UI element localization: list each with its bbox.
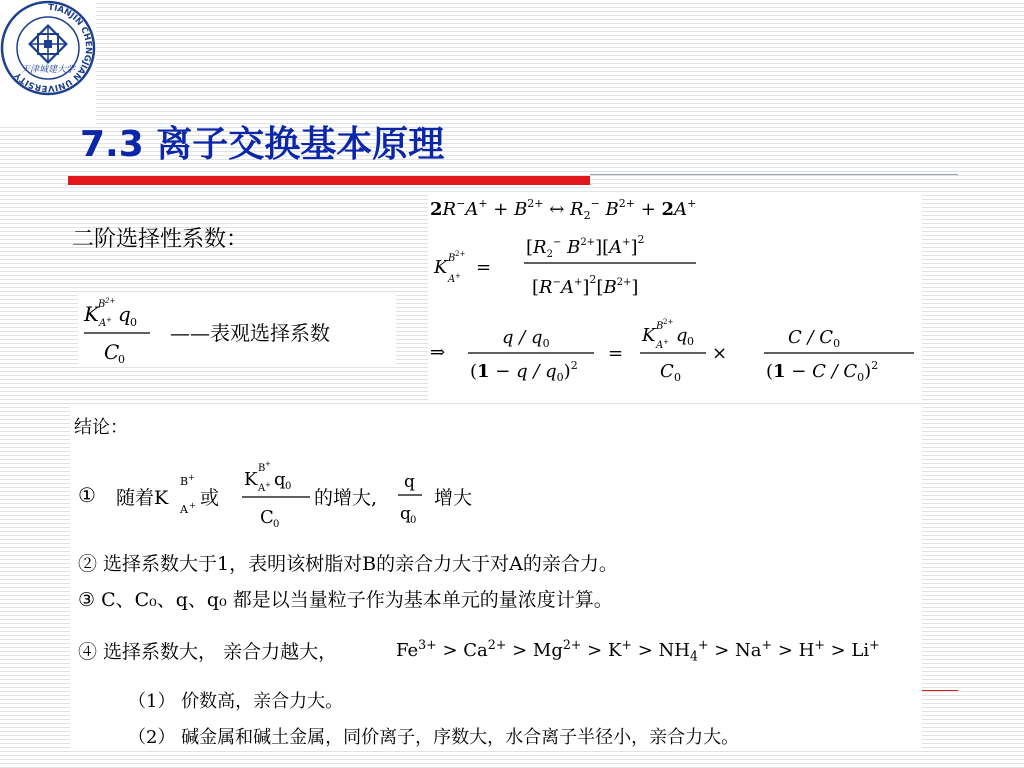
svg-text:q: q [404,472,415,492]
svg-text:0: 0 [285,481,292,492]
sub-item-1: （1） 价数高，亲合力大。 [128,691,344,712]
svg-text:[R−A+]2[B2+]: $[R^-A^+]^2[B^{2+}]$ [532,273,639,298]
svg-text:[R2− B2+][A+]2: [$R_2^-$ $B^{2+}][A^+]^2$ [526,233,645,260]
svg-text:=: = [476,257,492,278]
conclusion-label: 结论： [74,417,128,438]
title-underline-red [68,176,590,185]
svg-text:B: B [448,253,456,264]
item1-text-a: 随着K [116,487,169,509]
slide-title: 7.3 离子交换基本原理 [80,124,445,165]
svg-text:+: + [265,481,271,489]
svg-text:=: = [608,343,624,364]
svg-text:(1 − q / q0)2: $(1 - q / q_0)^2$ [470,359,578,384]
conclusion-item-4 [78,635,918,665]
decorative-red-line [922,690,958,691]
svg-text:A: A [656,340,664,351]
svg-text:⇒: ⇒ [430,342,446,363]
item4-text: ④ 选择系数大， 亲合力越大， [78,641,338,663]
svg-text:C / C0: C / $C_0$ [788,327,841,350]
logo-cn-text: 天津城建大学 [20,65,76,75]
svg-text:(1 − C / C0)2: $(1 - C / C_0)^2$ [766,359,879,384]
svg-text:B: B [258,463,266,474]
svg-text:B: B [656,321,664,332]
item1-increase: 的增大, [314,487,378,509]
svg-text:+: + [265,460,271,468]
svg-text:K: K [84,302,99,326]
svg-text:q: q [676,325,688,346]
equations-svg [428,195,922,403]
item1-or: 或 [200,487,220,509]
svg-text:B: B [180,475,189,488]
svg-text:2+: 2+ [455,250,466,258]
svg-text:+: + [106,316,112,324]
apparent-coefficient-formula [78,293,396,367]
svg-text:C: C [104,340,120,364]
apparent-label: ——表观选择系数 [170,321,330,345]
svg-text:0: 0 [674,371,681,384]
title-underline-thin [590,174,958,175]
svg-text:q: q [274,469,286,490]
svg-text:C: C [260,507,274,528]
section-label: 二阶选择性系数： [72,227,249,252]
svg-text:0: 0 [687,335,694,348]
svg-text:K: K [642,325,656,346]
logo-emblem-icon [0,0,96,110]
university-logo [0,0,96,126]
conclusion-item-3: ③ C、C₀、q、q₀ 都是以当量粒子作为基本单元的量浓度计算。 [78,589,613,611]
logo-ring-text: TIANJIN CHENGJIAN UNIVERSITY [13,2,94,94]
svg-text:0: 0 [130,316,137,329]
item1-fraction [238,453,318,533]
svg-text:A: A [180,503,188,516]
svg-text:+: + [188,473,195,482]
svg-text:q: q [118,302,131,326]
svg-text:×: × [712,343,728,364]
equations-panel [428,195,922,403]
svg-text:2+: 2+ [105,297,116,305]
item4-ion-series: $Fe^{3+} > Ca^{2+} > Mg^{2+} > K^+ > NH_4^+ > Na^+ > H^+ > Li^+$ [396,637,880,664]
svg-text:q: q [400,504,411,524]
item1-increase2: 增大 [434,487,473,509]
svg-text:+: + [663,338,669,346]
conclusions-panel [70,405,922,750]
svg-text:0: 0 [273,519,280,530]
svg-text:2+: 2+ [663,318,674,326]
item1-number: ① [78,483,96,507]
svg-text:q / q0: q / $q_0$ [502,327,550,350]
svg-text:K: K [244,469,258,490]
svg-text:0: 0 [118,353,125,366]
svg-text:A: A [258,483,266,494]
svg-text:B: B [98,299,106,310]
svg-text:2R−A+ + B2+ ↔ R2− B2+ + 2A+: $2R^-A^+ + B^{2+}$ ↔ $R_2^-$ $B^{2+} + 2A^+$ [430,197,697,222]
conclusion-item-2: ② 选择系数大于1，表明该树脂对B的亲合力大于对A的亲合力。 [78,553,618,575]
svg-text:0: 0 [410,515,417,526]
svg-text:A: A [448,274,456,285]
svg-text:A: A [99,318,107,329]
item1-q-ratio [396,467,424,529]
svg-text:+: + [189,501,196,510]
svg-text:+: + [455,272,461,280]
sub-item-2: （2） 碱金属和碱土金属，同价离子，序数大，水合离子半径小，亲合力大。 [128,727,740,748]
svg-text:C: C [660,361,674,382]
conclusion-item-1 [78,453,578,533]
svg-text:K: K [434,257,448,278]
